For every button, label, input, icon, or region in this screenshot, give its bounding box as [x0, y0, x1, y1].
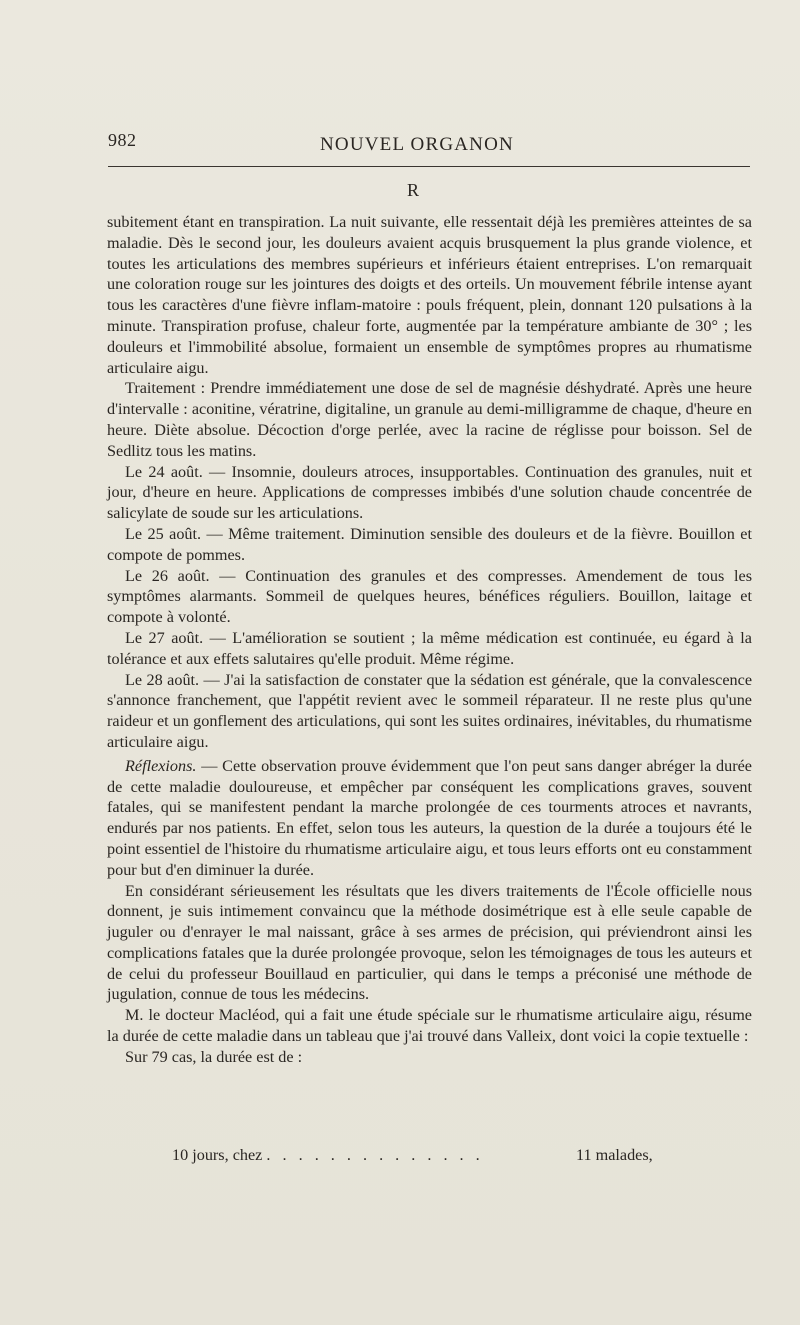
paragraph: Sur 79 cas, la durée est de :: [125, 1047, 303, 1066]
paragraph: En considérant sérieusement les résultats que les divers traitements de l'École officielle nous donnent, je suis intimement convaincu que la méthode dosimétrique est à elle seule capable de juguler ou d'enrayer le mal naissant, grâce à ses armes de précision, qui préviendront ainsi les complications fatales que la durée prolongée provoque, selon les témoignages de tous les auteurs et de celui du professeur Bouillaud en particulier, qui dans le temps a préconisé une méthode de jugulation, connue de tous les médecins.: [107, 881, 752, 1004]
page-header: [108, 126, 748, 158]
paragraph: M. le docteur Macléod, qui a fait une étude spéciale sur le rhumatisme articulaire aigu, résume la durée de cette maladie dans un tableau que j'ai trouvé dans Valleix, dont voici la copie textuelle :: [107, 1006, 752, 1046]
reflexions-label: Réflexions.: [125, 756, 197, 775]
header-rule: [108, 166, 750, 167]
section-letter: R: [406, 180, 419, 200]
duration-table-row: [172, 1145, 692, 1165]
reflexions-paragraph: [107, 756, 752, 881]
paragraph: Le 28 août. — J'ai la satisfaction de constater que la sédation est générale, que la convalescence s'annonce franchement, que l'appétit revient avec le sommeil réparateur. Il ne reste plus qu'une raideur et un gonflement des articulations, qui sont les suites ordinaires, inévitables, du rhumatisme articulaire aigu.: [107, 670, 752, 751]
paragraph: Le 25 août. — Même traitement. Diminution sensible des douleurs et de la fièvre. Bouillon et compote de pommes.: [107, 524, 752, 564]
running-title: NOUVEL ORGANON: [320, 134, 514, 155]
row-leader-dots: . . . . . . . . . . . . . .: [266, 1146, 484, 1164]
page-number: 982: [108, 130, 137, 150]
paragraph: Le 27 août. — L'amélioration se soutient ; la même médication est continuée, eu égard à la tolérance et aux effets salutaires qu'elle produit. Même régime.: [107, 628, 752, 668]
paragraph: Le 24 août. — Insomnie, douleurs atroces, insupportables. Continuation des granules, nuit et jour, d'heure en heure. Applications de compresses imbibés d'une solution chaude concentrée de salicylate de soude sur les articulations.: [107, 462, 752, 523]
paragraph: Le 26 août. — Continuation des granules et des compresses. Amendement de tous les symptômes alarmants. Sommeil de quelques heures, bénéfices réguliers. Bouillon, laitage et compote à volonté.: [107, 566, 752, 627]
row-count: 11 malades,: [576, 1146, 653, 1164]
reflexions-text: — Cette observation prouve évidemment que l'on peut sans danger abréger la durée de cette maladie douloureuse, et empêcher par conséquent les complications graves, souvent fatales, qui se manifestent pendant la marche prolongée de ces tourments atroces et navrants, endurés par nos patients. En effet, selon tous les auteurs, la question de la durée a toujours été le point essentiel de l'histoire du rhumatisme articulaire aigu, et tous leurs efforts ont eu constamment pour but d'en diminuer la durée.: [107, 756, 752, 879]
paragraph: subitement étant en transpiration. La nuit suivante, elle ressentait déjà les premières atteintes de sa maladie. Dès le second jour, les douleurs avaient acquis brusquement la plus grande violence, et toutes les articulations des membres supérieurs et inférieurs étaient entreprises. L'on remarquait une coloration rouge sur les jointures des doigts et des orteils. Un mouvement fébrile intense ayant tous les caractères d'une fièvre inflam-matoire : pouls fréquent, plein, donnant 120 pulsations à la minute. Transpiration profuse, chaleur forte, augmentée par la température ambiante de 30° ; les douleurs et l'immobilité absolue, formaient un ensemble de symptômes propres au rhumatisme articulaire aigu.: [107, 213, 752, 377]
paragraph: Traitement : Prendre immédiatement une dose de sel de magnésie déshydraté. Après une heure d'intervalle : aconitine, vératrine, digitaline, un granule au demi-milligramme de chaque, d'heure en heure. Diète absolue. Décoction d'orge perlée, avec la racine de réglisse pour boisson. Sel de Sedlitz tous les matins.: [107, 379, 752, 460]
row-label: 10 jours, chez: [172, 1146, 263, 1164]
body-text: [107, 212, 752, 1068]
